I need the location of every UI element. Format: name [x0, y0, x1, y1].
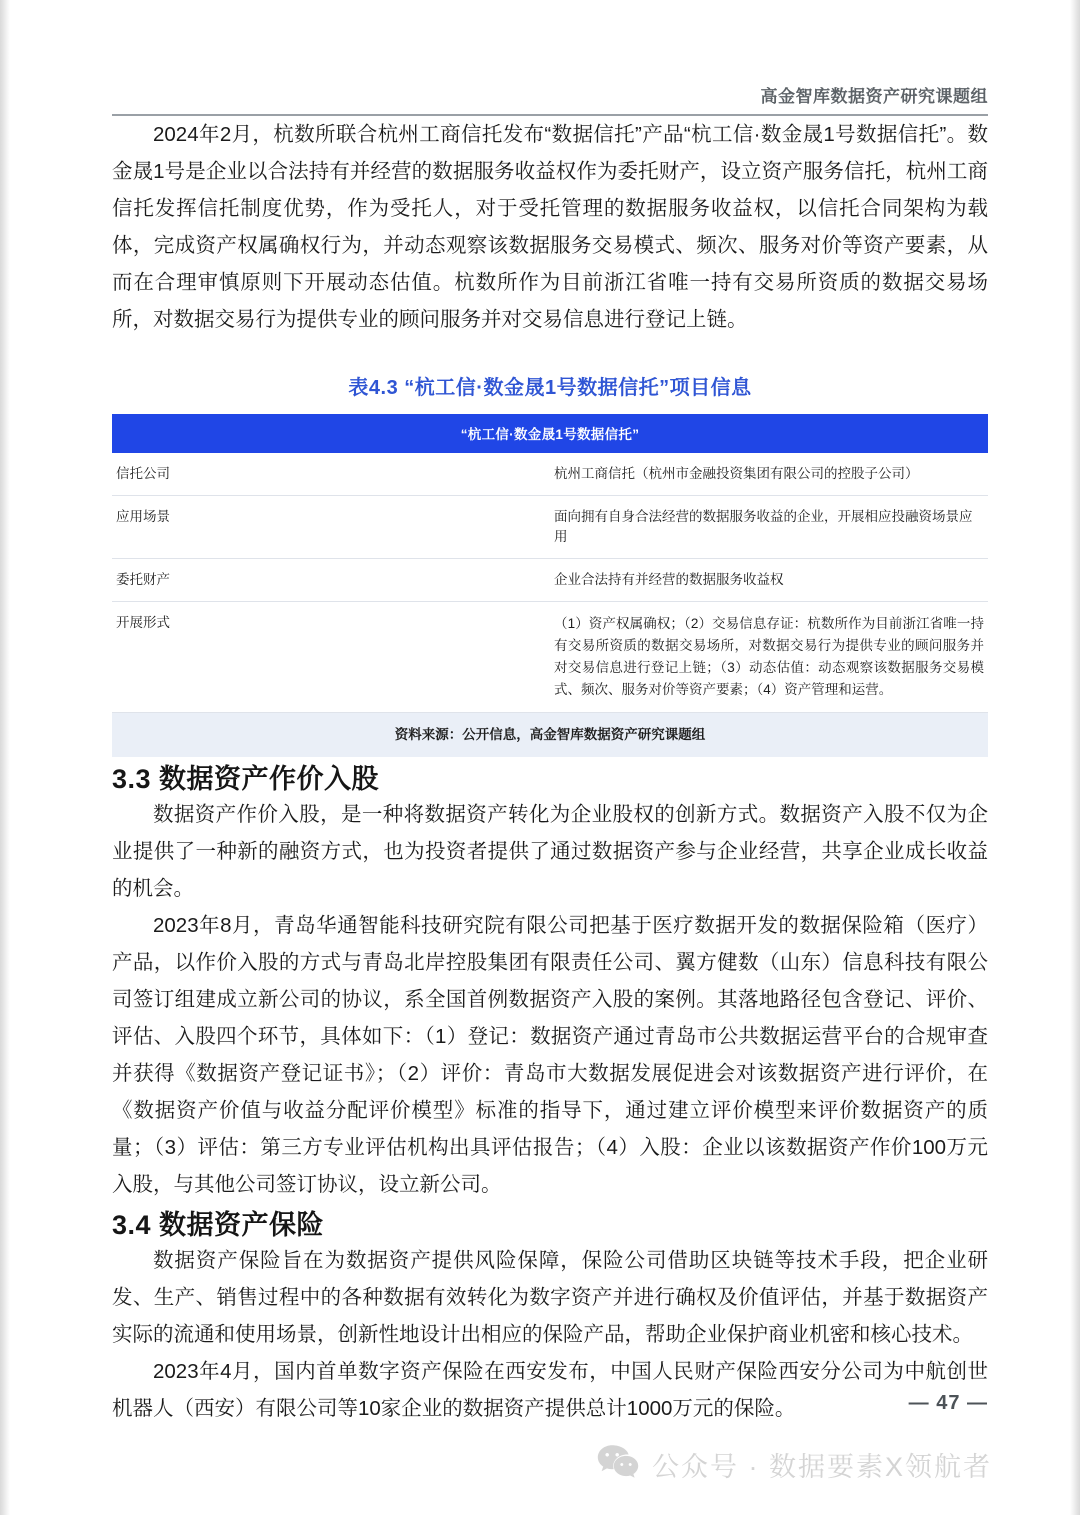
table-row-label: 应用场景 [112, 496, 550, 559]
table-header-row [112, 414, 988, 453]
table-row-label: 委托财产 [112, 559, 550, 602]
section-heading-3-4: 3.4 数据资产保险 [112, 1210, 325, 1240]
table-row [112, 496, 988, 559]
table-row-label: 信托公司 [112, 453, 550, 496]
table-row-value: 企业合法持有并经营的数据服务收益权 [550, 559, 988, 602]
table-row-value: 杭州工商信托（杭州市金融投资集团有限公司的控股子公司） [550, 453, 988, 496]
running-header [112, 0, 988, 116]
table-header-cell: “杭工信·数金晟1号数据信托” [112, 414, 988, 453]
table-row-value: （1）资产权属确权；（2）交易信息存证：杭数所作为目前浙江省唯一持有交易所资质的数据交易场所，对数据交易行为提供专业的顾问服务并对交易信息进行登记上链；（3）动态估值：动态观察该数据服务交易模式、频次、服务对价等资产要素；（4）资产管理和运营。 [550, 602, 988, 713]
table-row [112, 453, 988, 496]
table-4-3 [112, 414, 988, 757]
section-3-3-paragraph-1: 数据资产作价入股，是一种将数据资产转化为企业股权的创新方式。数据资产入股不仅为企业提供了一种新的融资方式，也为投资者提供了通过数据资产参与企业经营，共享企业成长收益的机会。 [112, 803, 988, 900]
watermark [0, 1444, 992, 1485]
table-caption: 表4.3 “杭工信·数金晟1号数据信托”项目信息 [348, 377, 752, 399]
table-source-row [112, 713, 988, 758]
section-heading-3-3: 3.3 数据资产作价入股 [112, 764, 380, 794]
table-source-text: 资料来源：公开信息，高金智库数据资产研究课题组 [112, 713, 988, 758]
table-row-label: 开展形式 [112, 602, 550, 713]
wechat-icon [597, 1444, 639, 1485]
page-right-edge-shading [1070, 0, 1080, 1515]
section-3-4-paragraph-2: 2023年4月，国内首单数字资产保险在西安发布，中国人民财产保险西安分公司为中航创世机器人（西安）有限公司等10家企业的数据资产提供总计1000万元的保险。 [112, 1360, 988, 1420]
table-row [112, 559, 988, 602]
watermark-text: 公众号 · 数据要素X领航者 [651, 1452, 992, 1482]
section-3-4-paragraph-1: 数据资产保险旨在为数据资产提供风险保障，保险公司借助区块链等技术手段，把企业研发、生产、销售过程中的各种数据有效转化为数字资产并进行确权及价值评估，并基于数据资产实际的流通和使用场景，创新性地设计出相应的保险产品，帮助企业保护商业机密和核心技术。 [112, 1249, 988, 1346]
table-4-3-block [112, 371, 988, 757]
page-content [112, 0, 988, 1427]
table-row [112, 602, 988, 713]
page-left-edge-shading [0, 0, 10, 1515]
intro-paragraph: 2024年2月，杭数所联合杭州工商信托发布“数据信托”产品“杭工信·数金晟1号数据信托”。数金晟1号是企业以合法持有并经营的数据服务收益权作为委托财产，设立资产服务信托，杭州工商信托发挥信托制度优势，作为受托人，对于受托管理的数据服务收益权，以信托合同架构为载体，完成资产权属确权行为，并动态观察该数据服务交易模式、频次、服务对价等资产要素，从而在合理审慎原则下开展动态估值。杭数所作为目前浙江省唯一持有交易所资质的数据交易场所，对数据交易行为提供专业的顾问服务并对交易信息进行登记上链。 [112, 123, 988, 331]
page-number: — 47 — [908, 1392, 988, 1414]
section-3-3-paragraph-2: 2023年8月，青岛华通智能科技研究院有限公司把基于医疗数据开发的数据保险箱（医疗）产品，以作价入股的方式与青岛北岸控股集团有限责任公司、翼方健数（山东）信息科技有限公司签订组建成立新公司的协议，系全国首例数据资产入股的案例。其落地路径包含登记、评价、评估、入股四个环节，具体如下：（1）登记：数据资产通过青岛市公共数据运营平台的合规审查并获得《数据资产登记证书》；（2）评价：青岛市大数据发展促进会对该数据资产进行评价，在《数据资产价值与收益分配评价模型》标准的指导下，通过建立评价模型来评价数据资产的质量；（3）评估：第三方专业评估机构出具评估报告；（4）入股：企业以该数据资产作价100万元入股，与其他公司签订协议，设立新公司。 [112, 914, 988, 1196]
running-header-title: 高金智库数据资产研究课题组 [760, 87, 988, 106]
table-row-value: 面向拥有自身合法经营的数据服务收益的企业，开展相应投融资场景应用 [550, 496, 988, 559]
